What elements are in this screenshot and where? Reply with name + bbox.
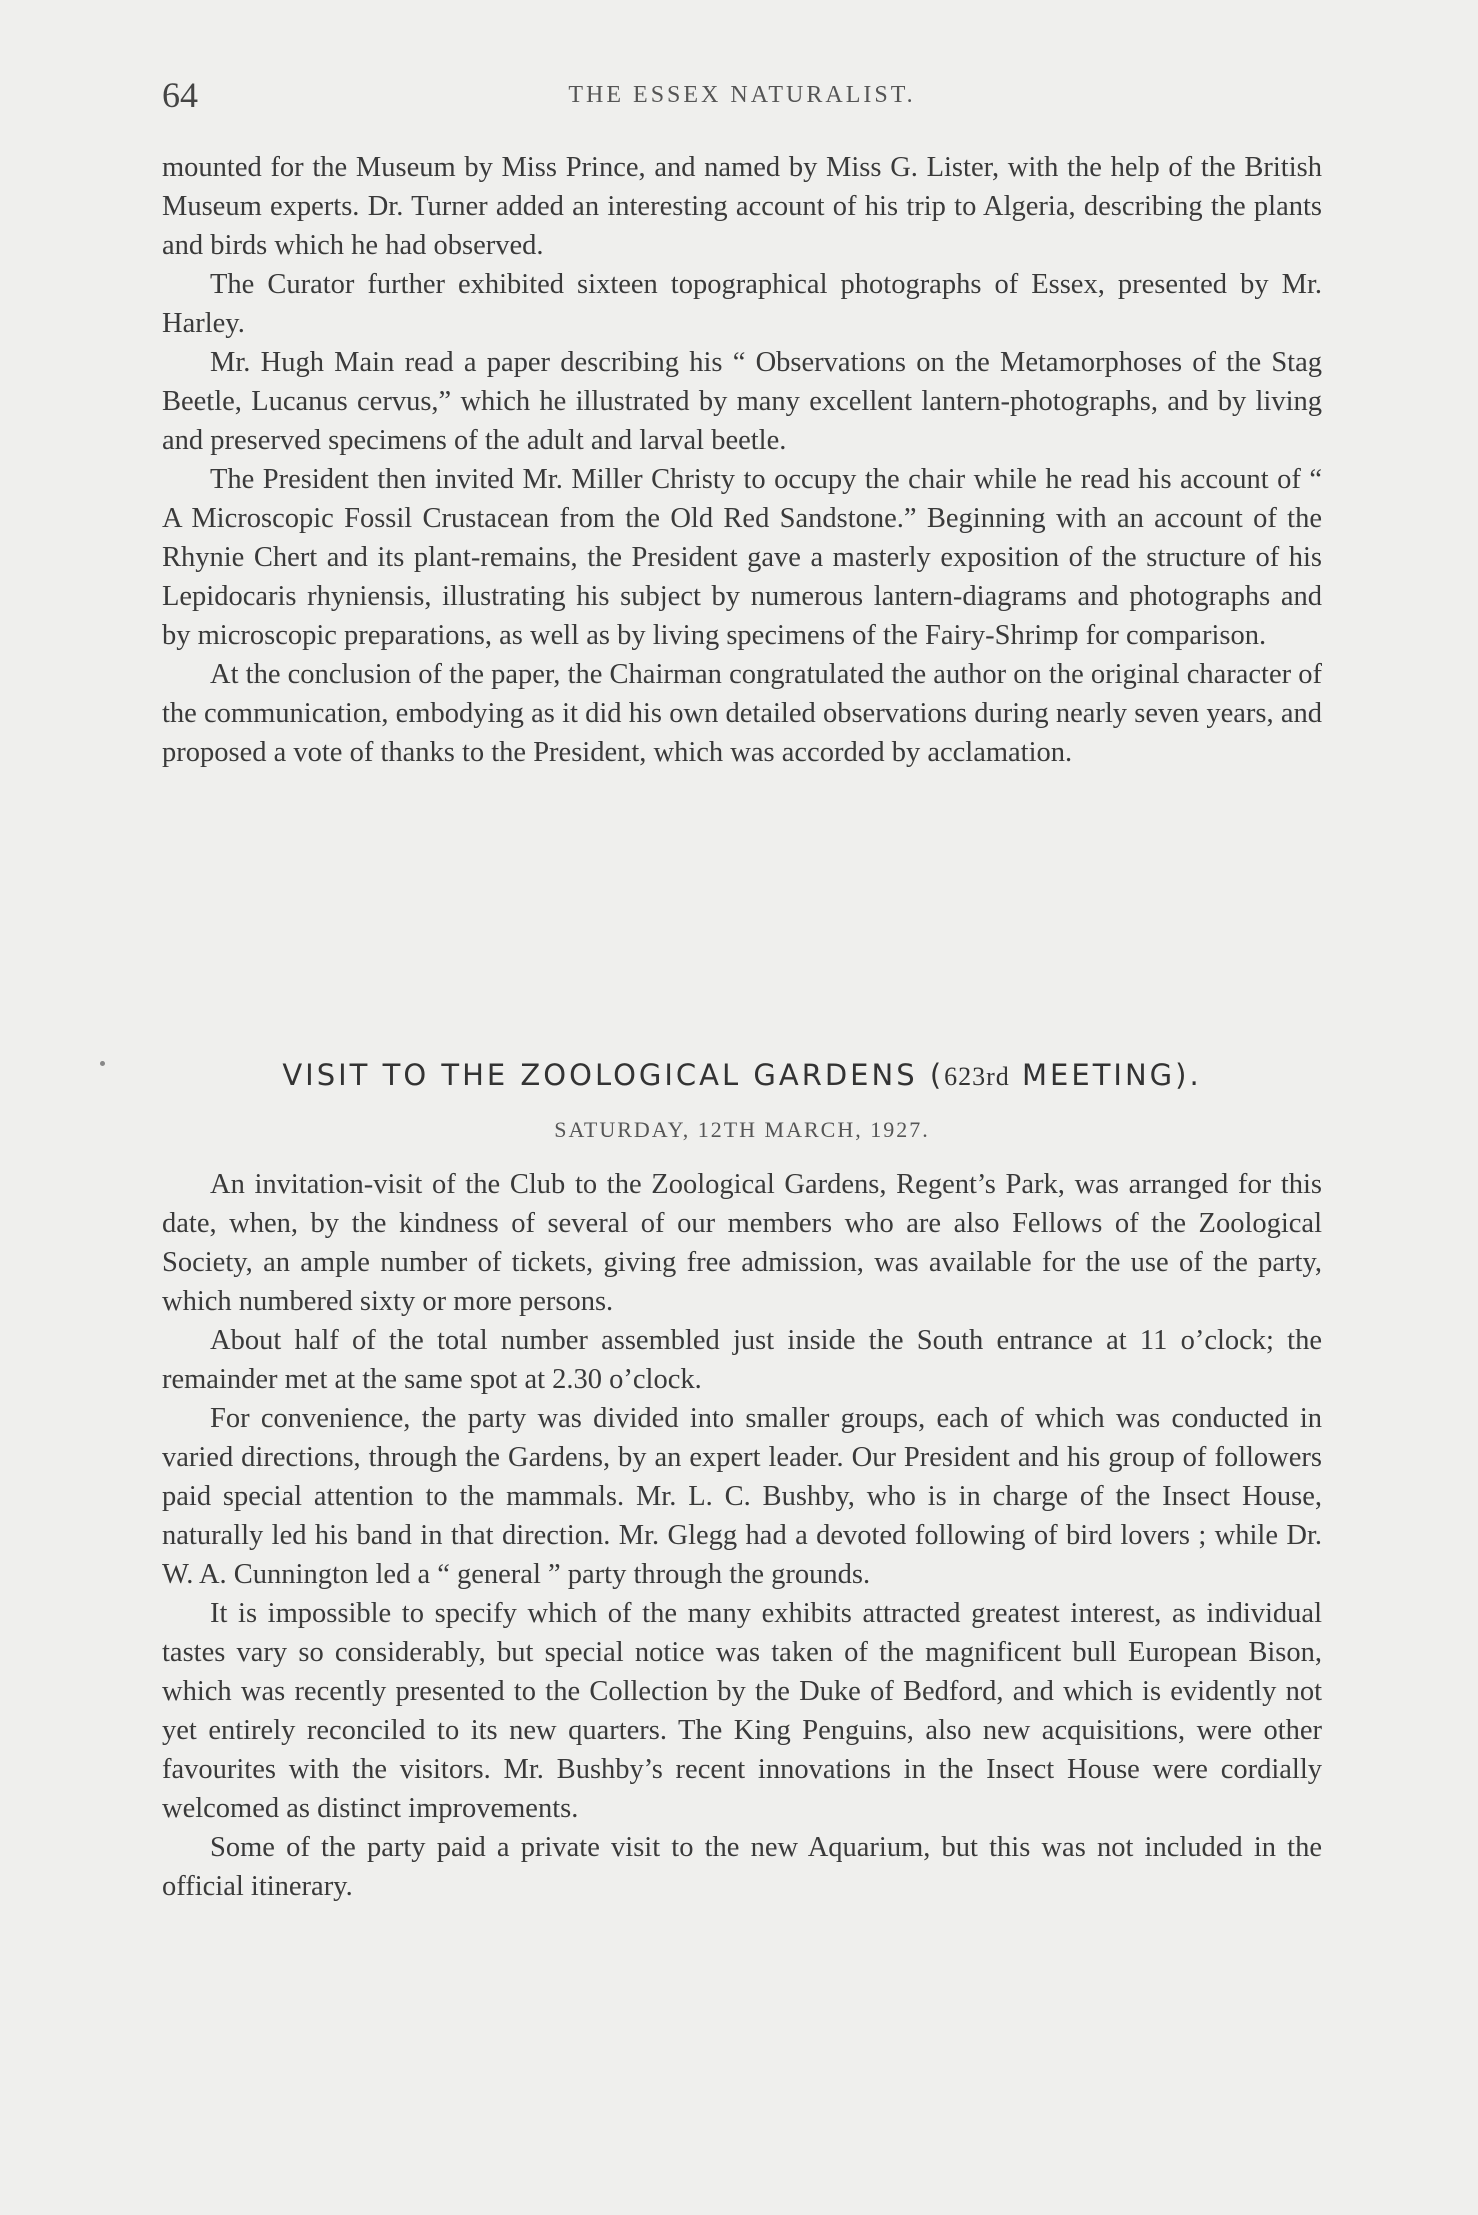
paragraph: Some of the party paid a private visit to the new Aquarium, but this was not included in the official itinerary.	[162, 1832, 1322, 1902]
paragraph: For convenience, the party was divided into smaller groups, each of which was conducted in varied directions, through the Gardens, by an expert leader. Our President and his group of followers paid special attention to the mammals. Mr. L. C. Bushby, who is in charge of the Insect House, naturally led his band in that direction. Mr. Glegg had a devoted following of bird lovers ; while Dr. W. A. Cunnington led a “ general ” party through the grounds.	[162, 1403, 1322, 1590]
heading-end: MEETING).	[1009, 1058, 1202, 1092]
dateline: SATURDAY, 12TH MARCH, 1927.	[554, 1117, 930, 1142]
running-title: THE ESSEX NATURALIST.	[568, 82, 916, 108]
paragraph: The Curator further exhibited sixteen topographical photographs of Essex, presented by Mr. Harley.	[162, 269, 1322, 339]
heading-main: VISIT TO THE ZOOLOGICAL GARDENS (	[282, 1058, 945, 1092]
margin-dot	[100, 1061, 105, 1066]
body-text-top	[162, 148, 1322, 772]
paragraph: Mr. Hugh Main read a paper describing his “ Observations on the Metamorphoses of the Stag Beetle, Lucanus cervus,” which he illustrated by many excellent lantern-photographs, and by living and preserved specimens of the adult and larval beetle.	[162, 347, 1322, 456]
page-number: 64	[162, 75, 198, 115]
paragraph: At the conclusion of the paper, the Chairman congratulated the author on the original character of the communication, embodying as it did his own detailed observations during nearly seven years, and proposed a vote of thanks to the President, which was accorded by acclamation.	[162, 659, 1322, 768]
section-heading	[162, 1058, 1322, 1092]
body-text-bottom	[162, 1165, 1322, 1906]
paragraph: About half of the total number assembled just inside the South entrance at 11 o’clock; the remainder met at the same spot at 2.30 o’clock.	[162, 1325, 1322, 1395]
paragraph: The President then invited Mr. Miller Christy to occupy the chair while he read his account of “ A Microscopic Fossil Crustacean from the Old Red Sandstone.” Beginning with an account of the Rhynie Chert and its plant-remains, the President gave a masterly exposition of the structure of his Lepidocaris rhyniensis, illustrating his subject by numerous lantern-diagrams and photographs and by microscopic preparations, as well as by living specimens of the Fairy-Shrimp for comparison.	[162, 464, 1322, 651]
paragraph: It is impossible to specify which of the many exhibits attracted greatest interest, as individual tastes vary so considerably, but special notice was taken of the magnificent bull European Bison, which was recently presented to the Collection by the Duke of Bedford, and which is evidently not yet entirely reconciled to its new quarters. The King Penguins, also new acquisitions, were other favourites with the visitors. Mr. Bushby’s recent innovations in the Insect House were cordially welcomed as distinct improvements.	[162, 1598, 1322, 1824]
heading-meeting-number: 623rd	[944, 1062, 1010, 1091]
paragraph: mounted for the Museum by Miss Prince, and named by Miss G. Lister, with the help of the British Museum experts. Dr. Turner added an interesting account of his trip to Algeria, describing the plants and birds which he had observed.	[162, 152, 1322, 261]
paragraph: An invitation-visit of the Club to the Zoological Gardens, Regent’s Park, was arranged for this date, when, by the kindness of several of our members who are also Fellows of the Zoological Society, an ample number of tickets, giving free admission, was available for the use of the party, which numbered sixty or more persons.	[162, 1169, 1322, 1317]
page-header	[162, 74, 1322, 114]
